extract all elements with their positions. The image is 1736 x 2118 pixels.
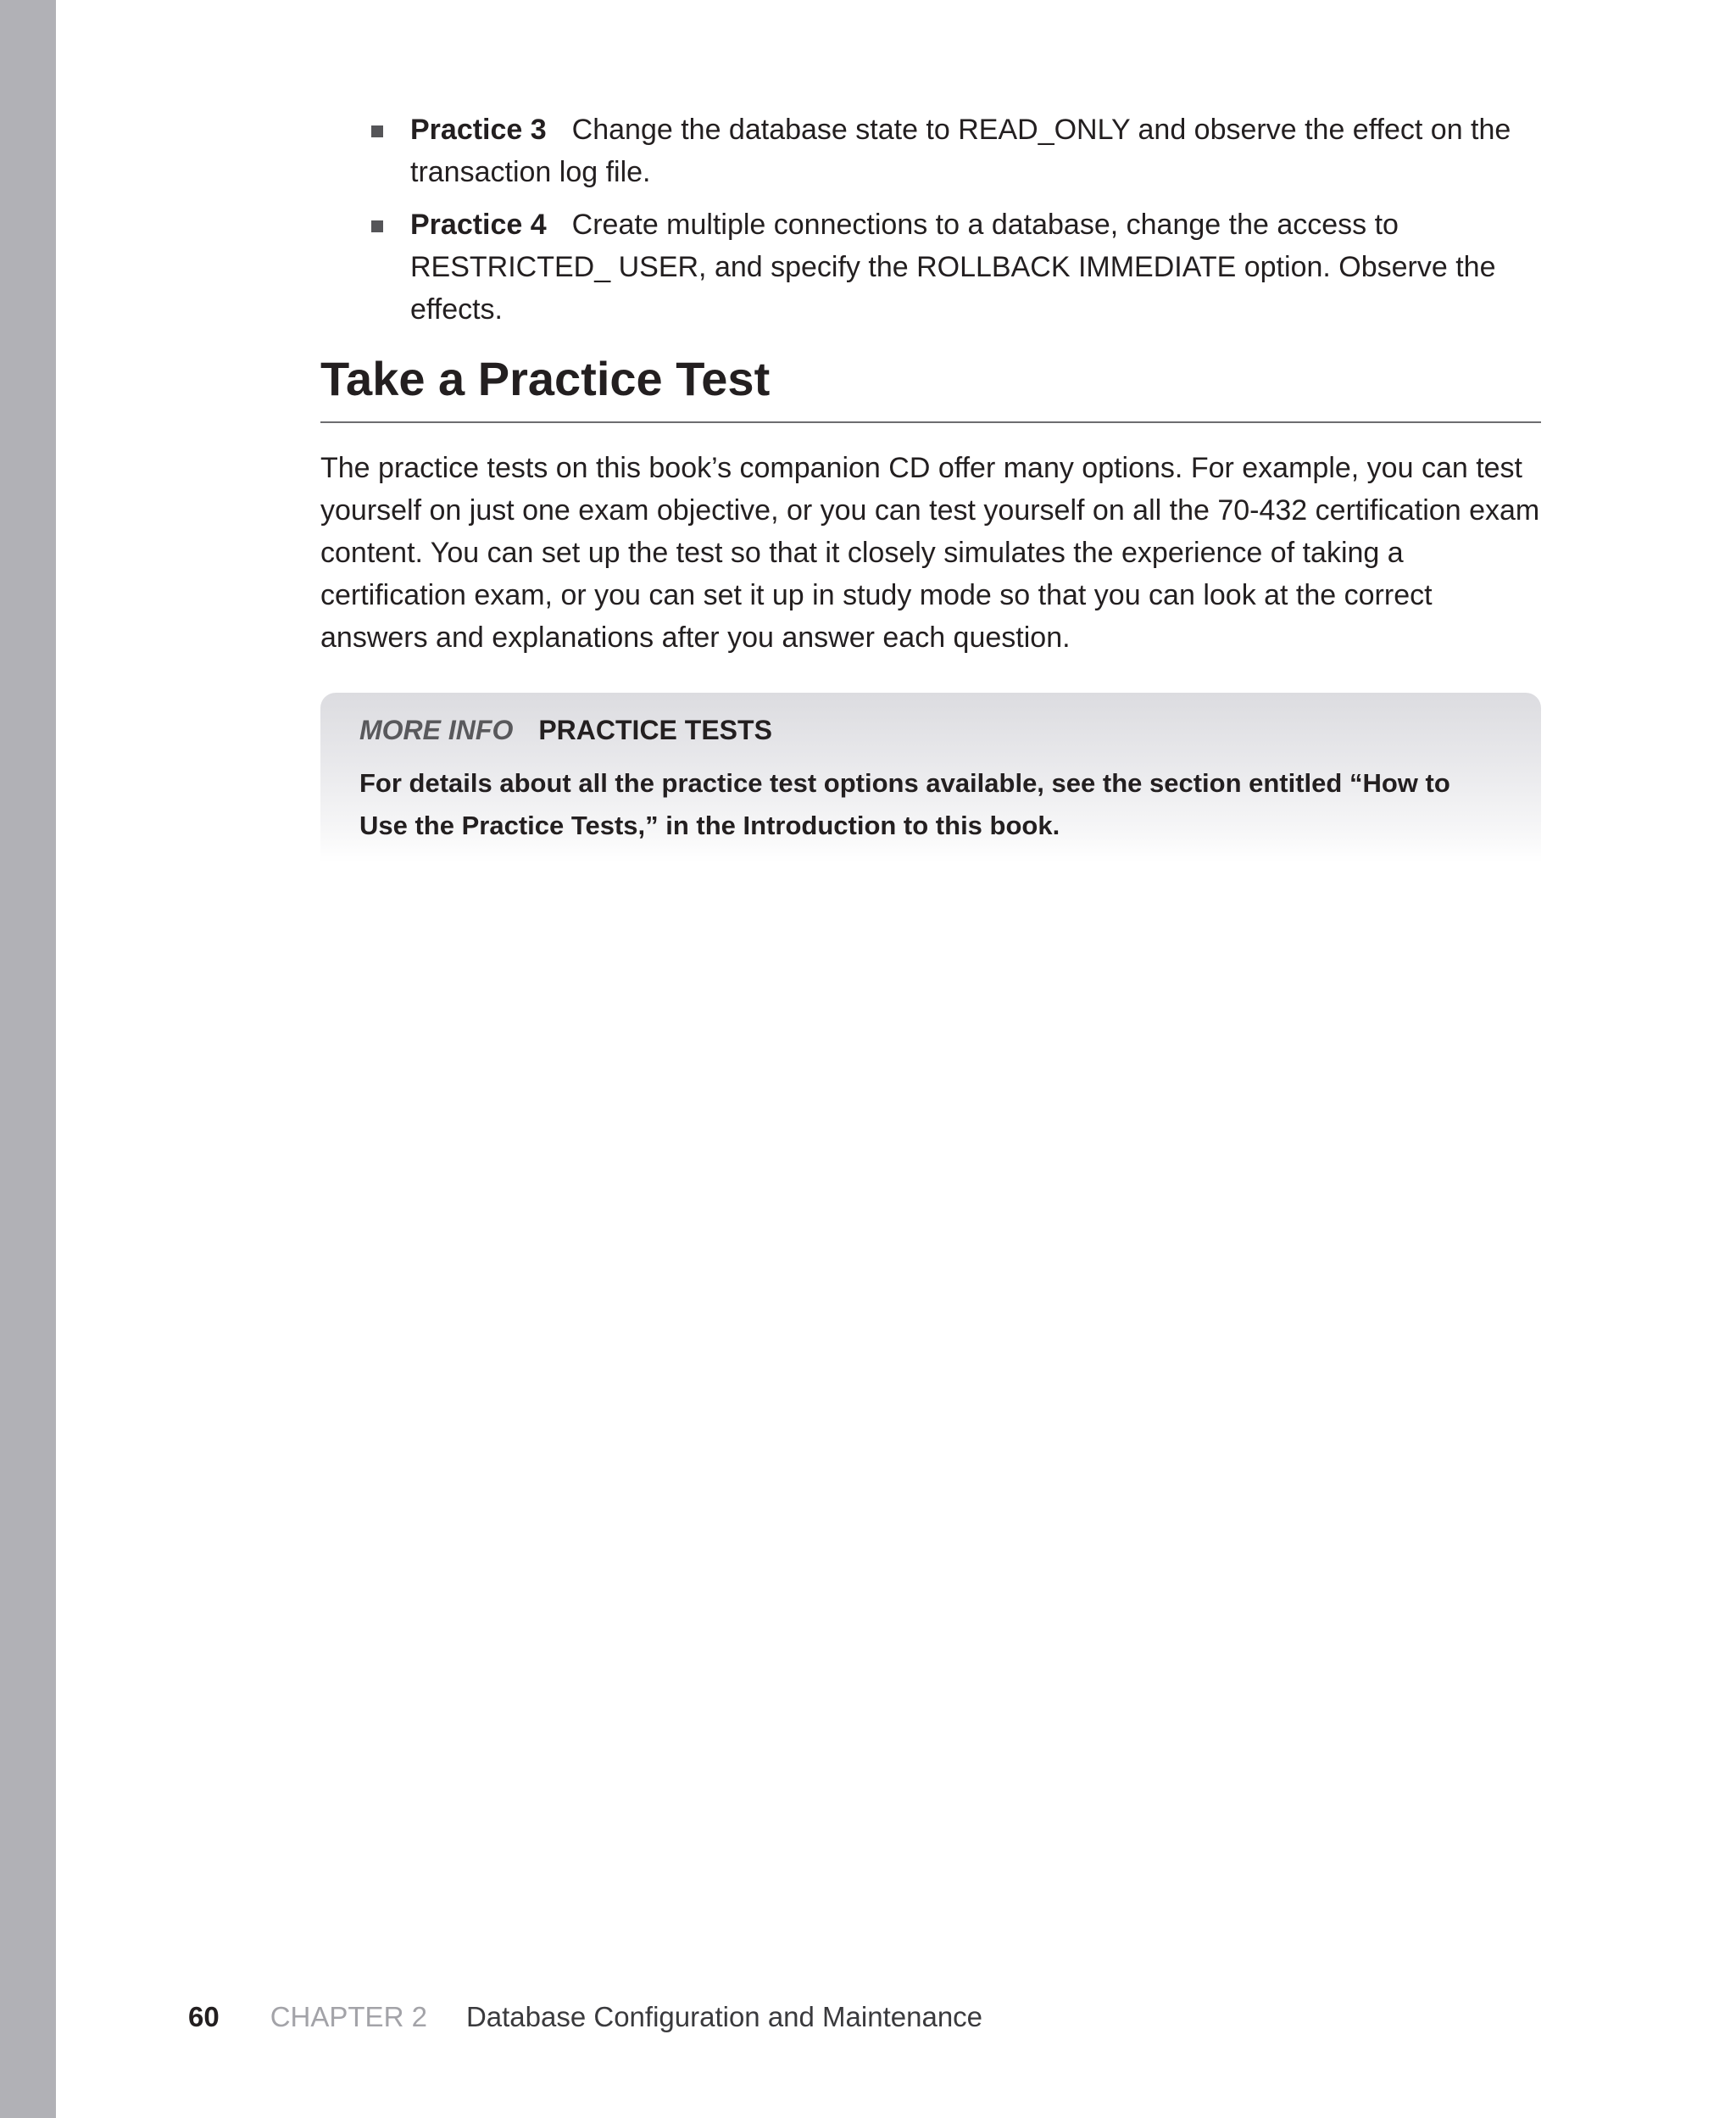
more-info-header bbox=[359, 711, 772, 749]
practice-list bbox=[320, 109, 1541, 341]
more-info-box bbox=[320, 693, 1541, 862]
page-number: 60 bbox=[188, 2001, 220, 2032]
square-bullet-icon bbox=[371, 125, 383, 137]
more-info-tag: MORE INFO bbox=[359, 715, 514, 745]
section-paragraph: The practice tests on this book’s companion CD offer many options. For example, you can test yourself on just one exam objective, or you can test yourself on all the 70-432 certification exam content. You can set up the test so that it closely simulates the experience of taking a certification exam, or you can set it up in study mode so that you can look at the correct answers and explanations after you answer each question. bbox=[320, 452, 1540, 654]
page-edge-strip bbox=[0, 0, 56, 2118]
page-footer bbox=[188, 1998, 982, 2037]
practice-text: Change the database state to READ_ONLY and observe the effect on the transaction log file. bbox=[410, 114, 1511, 188]
chapter-title: Database Configuration and Maintenance bbox=[465, 2001, 983, 2032]
square-bullet-icon bbox=[371, 220, 383, 232]
more-info-title: PRACTICE TESTS bbox=[538, 715, 772, 745]
section-heading: Take a Practice Test bbox=[320, 352, 771, 405]
more-info-body: For details about all the practice test options available, see the section entitled “How to Use the Practice Tests,” in the Introduction to this book. bbox=[359, 768, 1450, 840]
practice-label: Practice 4 bbox=[410, 209, 547, 241]
heading-rule bbox=[320, 421, 1541, 423]
practice-label: Practice 3 bbox=[410, 114, 547, 146]
list-item bbox=[320, 109, 1541, 193]
practice-text: Create multiple connections to a database, change the access to RESTRICTED_ USER, and specify the ROLLBACK IMMEDIATE option. Observe the effects. bbox=[410, 209, 1496, 326]
list-item bbox=[320, 203, 1541, 331]
chapter-label: CHAPTER 2 bbox=[270, 2001, 427, 2032]
